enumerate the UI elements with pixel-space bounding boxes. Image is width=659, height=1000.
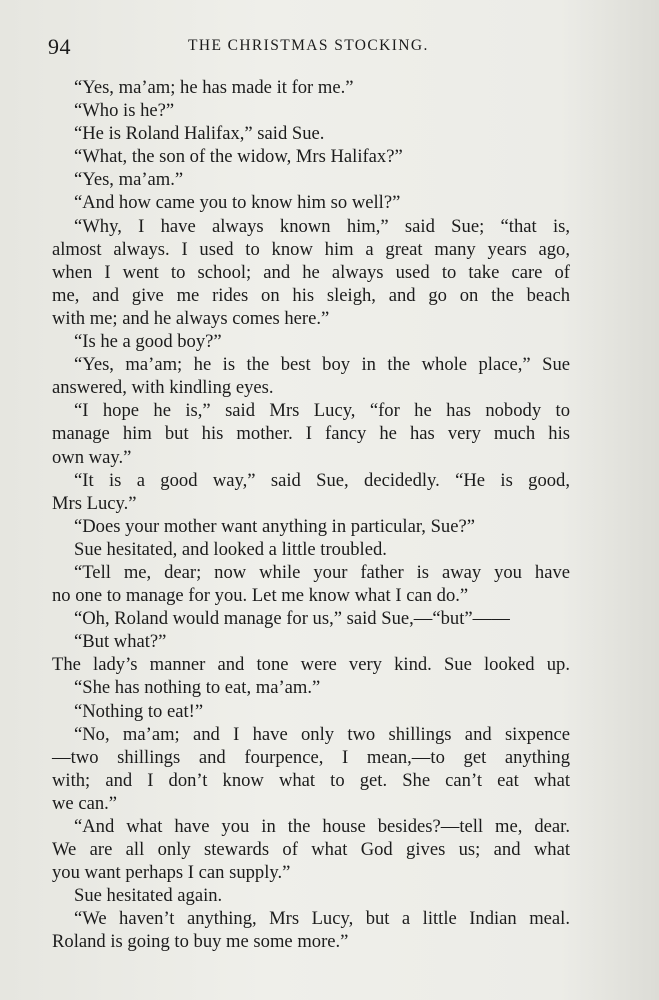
text-line: The lady’s manner and tone were very kind. Sue looked up. [52, 654, 570, 676]
text-line: no one to manage for you. Let me know what I can do.” [52, 585, 469, 607]
text-line: “Tell me, dear; now while your father is away you have [74, 561, 570, 583]
text-line: almost always. I used to know him a great many years ago, [52, 238, 570, 260]
text-line: “Who is he?” [74, 100, 175, 122]
running-head: THE CHRISTMAS STOCKING. [188, 37, 429, 54]
text-line: with; and I don’t know what to get. She can’t eat what [52, 769, 570, 791]
text-line: “Yes, ma’am; he has made it for me.” [74, 77, 354, 98]
text-line: “Does your mother want anything in particular, Sue?” [74, 515, 475, 537]
page-header [48, 34, 603, 60]
text-line: answered, with kindling eyes. [52, 377, 274, 399]
text-line: “What, the son of the widow, Mrs Halifax?” [74, 146, 403, 168]
text-line: “No, ma’am; and I have only two shillings and sixpence [74, 723, 570, 745]
text-line: “It is a good way,” said Sue, decidedly. “He is good, [74, 469, 570, 491]
text-line: “And how came you to know him so well?” [74, 192, 401, 214]
text-line: Roland is going to buy me some more.” [52, 931, 349, 953]
body-text [52, 76, 570, 954]
text-line: We are all only stewards of what God gives us; and what [52, 839, 570, 861]
text-line: “Is he a good boy?” [74, 331, 222, 353]
text-line: “And what have you in the house besides?—tell me, dear. [74, 816, 570, 837]
text-line: manage him but his mother. I fancy he has very much his [52, 423, 570, 445]
text-line: when I went to school; and he always used to take care of [52, 261, 570, 283]
text-line: “Why, I have always known him,” said Sue; “that is, [74, 215, 570, 237]
text-line: “He is Roland Halifax,” said Sue. [74, 123, 325, 145]
text-line: “Oh, Roland would manage for us,” said Sue,—“but”—— [74, 608, 510, 630]
text-line: “Nothing to eat!” [74, 700, 204, 722]
text-line: —two shillings and fourpence, I mean,—to get anything [52, 746, 570, 768]
text-line: with me; and he always comes here.” [52, 307, 330, 329]
text-line: “Yes, ma’am; he is the best boy in the whole place,” Sue [74, 354, 570, 376]
text-line: Sue hesitated, and looked a little troubled. [74, 538, 387, 560]
text-line: Sue hesitated again. [74, 885, 223, 907]
text-line: Mrs Lucy.” [52, 492, 137, 514]
text-line: “She has nothing to eat, ma’am.” [74, 677, 321, 699]
text-line: we can.” [52, 792, 118, 814]
text-line: me, and give me rides on his sleigh, and go on the beach [52, 284, 570, 306]
text-line: “Yes, ma’am.” [74, 169, 184, 191]
text-line: “We haven’t anything, Mrs Lucy, but a little Indian meal. [74, 908, 570, 930]
text-line: own way.” [52, 446, 132, 468]
text-line: “But what?” [74, 631, 167, 653]
text-line: you want perhaps I can supply.” [52, 862, 291, 884]
page-number: 94 [48, 34, 71, 59]
text-line: “I hope he is,” said Mrs Lucy, “for he has nobody to [74, 400, 570, 422]
